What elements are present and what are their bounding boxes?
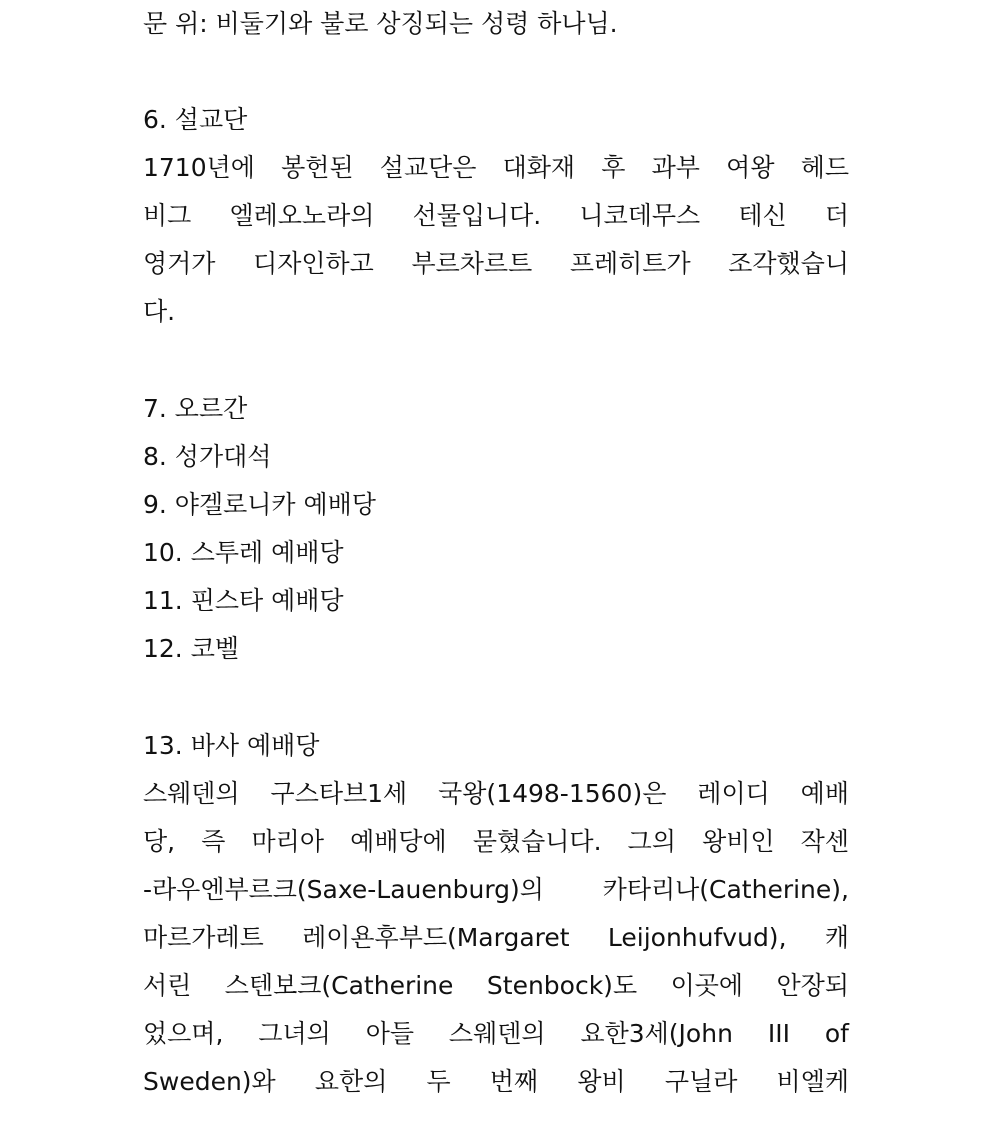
list-item: 7. 오르간 bbox=[143, 394, 248, 423]
paragraph-line: 비그 엘레오노라의 선물입니다. 니코데무스 테신 더 bbox=[143, 201, 849, 230]
list-item: 11. 핀스타 예배당 bbox=[143, 586, 344, 615]
paragraph-line: Sweden)와 요한의 두 번째 왕비 구닐라 비엘케 bbox=[143, 1067, 849, 1096]
paragraph-line: 당, 즉 마리아 예배당에 묻혔습니다. 그의 왕비인 작센 bbox=[143, 827, 849, 856]
paragraph-line: 1710년에 봉헌된 설교단은 대화재 후 과부 여왕 헤드 bbox=[143, 153, 849, 182]
list-item: 8. 성가대석 bbox=[143, 442, 272, 471]
list-item: 9. 야겔로니카 예배당 bbox=[143, 490, 376, 519]
list-item: 12. 코벨 bbox=[143, 634, 240, 663]
section-heading-pulpit: 6. 설교단 bbox=[143, 105, 248, 134]
paragraph-line: 영거가 디자인하고 부르차르트 프레히트가 조각했습니 bbox=[143, 249, 849, 278]
paragraph-line: 스웨덴의 구스타브1세 국왕(1498-1560)은 레이디 예배 bbox=[143, 779, 849, 808]
list-item: 10. 스투레 예배당 bbox=[143, 538, 344, 567]
intro-line: 문 위: 비둘기와 불로 상징되는 성령 하나님. bbox=[143, 9, 618, 38]
paragraph-line: 서린 스텐보크(Catherine Stenbock)도 이곳에 안장되 bbox=[143, 971, 849, 1000]
paragraph-line: -라우엔부르크(Saxe-Lauenburg)의 카타리나(Catherine), bbox=[143, 875, 849, 904]
paragraph-line: 었으며, 그녀의 아들 스웨덴의 요한3세(John III of bbox=[143, 1019, 849, 1048]
section-heading-vasa-chapel: 13. 바사 예배당 bbox=[143, 731, 320, 760]
paragraph-line: 마르가레트 레이욘후부드(Margaret Leijonhufvud), 캐 bbox=[143, 923, 849, 952]
paragraph-line: 다. bbox=[143, 297, 176, 326]
